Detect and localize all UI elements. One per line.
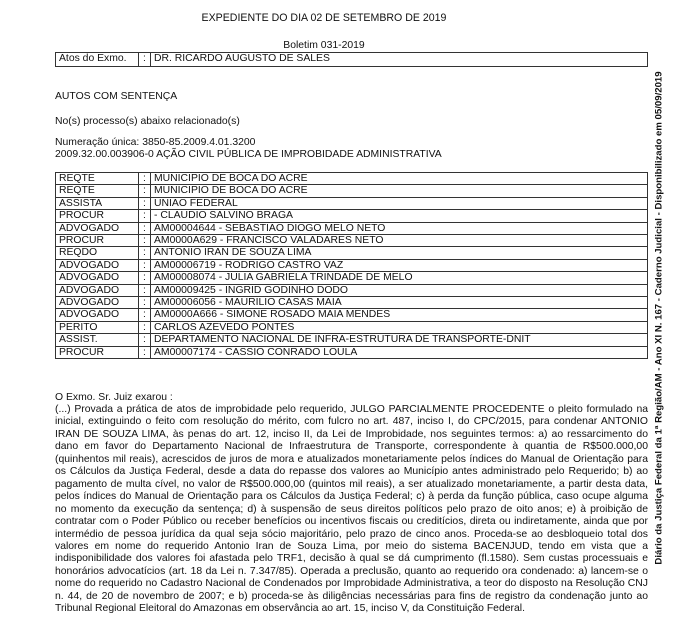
atos-label: Atos do Exmo. — [56, 53, 139, 67]
party-separator: : — [139, 247, 151, 259]
party-separator: : — [139, 334, 151, 346]
party-name: AM00007174 - CASSIO CONRADO LOULA — [151, 346, 648, 358]
table-row — [56, 334, 648, 346]
party-name: DEPARTAMENTO NACIONAL DE INFRA-ESTRUTURA DE TRANSPORTE-DNIT — [151, 334, 648, 346]
party-name: ANTONIO IRAN DE SOUZA LIMA — [151, 247, 648, 259]
page-title: EXPEDIENTE DO DIA 02 DE SETEMBRO DE 2019 — [201, 12, 447, 24]
table-row — [56, 309, 648, 321]
party-role: ADVOGADO — [56, 272, 139, 284]
parties-body — [56, 173, 648, 359]
sidebar-text: Diário da Justiça Federal da 1ª Região/AM - Ano XI N. 167 - Caderno Judicial - Disponibilizado em 05/09/2019 — [653, 71, 665, 565]
party-name: MUNICIPIO DE BOCA DO ACRE — [151, 185, 648, 197]
party-role: ADVOGADO — [56, 259, 139, 271]
party-role: ASSISTA — [56, 197, 139, 209]
party-separator: : — [139, 173, 151, 185]
party-separator: : — [139, 235, 151, 247]
party-role: ADVOGADO — [56, 284, 139, 296]
table-row — [56, 235, 648, 247]
atos-table — [55, 52, 648, 67]
processos-text: No(s) processo(s) abaixo relacionado(s) — [55, 116, 240, 127]
atos-row — [56, 53, 648, 67]
atos-separator: : — [139, 53, 151, 67]
table-row — [56, 247, 648, 259]
party-separator: : — [139, 197, 151, 209]
party-name: AM00009425 - INGRID GODINHO DODO — [151, 284, 648, 296]
party-separator: : — [139, 272, 151, 284]
atos-judge-name: DR. RICARDO AUGUSTO DE SALES — [151, 53, 648, 67]
party-name: UNIAO FEDERAL — [151, 197, 648, 209]
party-separator: : — [139, 321, 151, 333]
table-row — [56, 346, 648, 358]
party-name: AM00004644 - SEBASTIAO DIOGO MELO NETO — [151, 222, 648, 234]
table-row — [56, 284, 648, 296]
table-row — [56, 197, 648, 209]
party-role: ASSIST. — [56, 334, 139, 346]
party-name: CARLOS AZEVEDO PONTES — [151, 321, 648, 333]
party-role: ADVOGADO — [56, 222, 139, 234]
party-separator: : — [139, 346, 151, 358]
juiz-intro: O Exmo. Sr. Juiz exarou : — [55, 392, 173, 403]
table-row — [56, 210, 648, 222]
section-title: AUTOS COM SENTENÇA — [55, 91, 178, 102]
table-row — [56, 272, 648, 284]
party-separator: : — [139, 259, 151, 271]
party-role: PERITO — [56, 321, 139, 333]
party-role: REQDO — [56, 247, 139, 259]
table-row — [56, 259, 648, 271]
parties-table — [55, 172, 648, 359]
party-role: REQTE — [56, 173, 139, 185]
party-name: AM0000A629 - FRANCISCO VALADARES NETO — [151, 235, 648, 247]
boletim-number: Boletim 031-2019 — [283, 40, 365, 51]
party-name: AM0000A666 - SIMONE ROSADO MAIA MENDES — [151, 309, 648, 321]
party-separator: : — [139, 309, 151, 321]
party-separator: : — [139, 185, 151, 197]
party-role: ADVOGADO — [56, 309, 139, 321]
table-row — [56, 321, 648, 333]
party-name: - CLAUDIO SALVINO BRAGA — [151, 210, 648, 222]
party-name: AM00006056 - MAURILIO CASAS MAIA — [151, 297, 648, 309]
party-role: ADVOGADO — [56, 297, 139, 309]
table-row — [56, 222, 648, 234]
table-row — [56, 297, 648, 309]
table-row — [56, 173, 648, 185]
party-role: REQTE — [56, 185, 139, 197]
party-role: PROCUR — [56, 235, 139, 247]
party-name: AM00008074 - JULIA GABRIELA TRINDADE DE MELO — [151, 272, 648, 284]
party-role: PROCUR — [56, 346, 139, 358]
party-separator: : — [139, 210, 151, 222]
party-name: MUNICIPIO DE BOCA DO ACRE — [151, 173, 648, 185]
party-separator: : — [139, 284, 151, 296]
party-separator: : — [139, 222, 151, 234]
party-role: PROCUR — [56, 210, 139, 222]
numeracao-unica: Numeração única: 3850-85.2009.4.01.3200 — [55, 137, 256, 148]
table-row — [56, 185, 648, 197]
acao-title: 2009.32.00.003906-0 AÇÃO CIVIL PÚBLICA DE IMPROBIDADE ADMINISTRATIVA — [55, 149, 442, 160]
party-name: AM00006719 - RODRIGO CASTRO VAZ — [151, 259, 648, 271]
party-separator: : — [139, 297, 151, 309]
decision-text: (...) Provada a prática de atos de improbidade pelo requerido, JULGO PARCIALMENTE PROCEDENTE o pleito formulado na inicial, extinguindo o feito com resolução do mérito, com fulcro no art. 487, inciso I, do CPC/2015, para condenar ANTONIO IRAN DE SOUZA LIMA, às penas do art. 12, inciso II, da Lei de Improbidade, nos seguintes termos: a) ao ressarcimento do dano em favor do Departamento Nacional de Infraestrutura de Transporte, correspondente à quantia de R$500.000,00 (quinhentos mil reais), acrescidos de juros de mora e atualizados monetariamente pelos índices do Manual de Orientação para os Cálculos da Justiça Federal, desde a data do repasse dos valores ao Município antes administrado pelo Requerido; b) ao pagamento de multa cível, no valor de R$500.000,00 (quintos mil reais), a ser atualizado monetariamente, a partir desta data, pelos índices do Manual de Orientação para os Cálculos da Justiça Federal; c) à perda da função pública, caso ocupe alguma no momento da execução da sentença; d) à suspensão de seus direitos políticos pelo prazo de oito anos; e) à proibição de contratar com o Poder Público ou receber benefícios ou incentivos fiscais ou creditícios, direta ou indiretamente, ainda que por intermédio de pessoa jurídica da qual seja sócio majoritário, pelo prazo de cinco anos. Proceda-se ao desbloqueio total dos valores em nome do requerido Antonio Iran de Souza Lima, por meio do sistema BACENJUD, tendo em vista que a indisponibilidade dos valores foi afastada pelo TRF1, decisão à qual se dá cumprimento (fl.1580). Sem custas processuais e honorários advocatícios (art. 18 da Lei n. 7.347/85). Operada a preclusão, quanto ao requerido ora condenado: a) lancem-se o nome do requerido no Cadastro Nacional de Condenados por Improbidade Administrativa, a teor do disposto na Resolução CNJ n. 44, de 20 de novembro de 2007; e b) proceda-se às diligências necessárias para fins de registro da condenação junto ao Tribunal Regional Eleitoral do Amazonas em observância ao art. 15, inciso V, da Constituição Federal. — [55, 404, 648, 615]
